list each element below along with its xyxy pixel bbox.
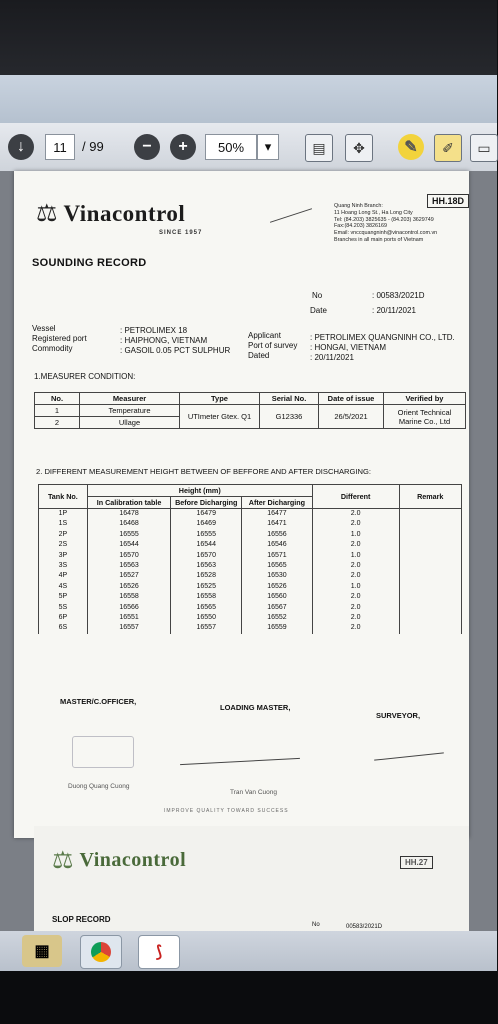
survey-port-label: Port of survey [248,341,298,350]
col-header: No. [35,393,80,405]
cell-measurer: Ullage [80,417,180,429]
col-header: Date of issue [319,393,384,405]
zoom-dropdown-button[interactable] [257,134,279,160]
cell-calibration: 16566 [87,603,171,613]
branch-line: Quang Ninh Branch: [334,203,383,209]
cell-different: 2.0 [312,592,399,602]
cell-different: 2.0 [312,519,399,529]
cell-remark [399,519,462,529]
vinacontrol-logo [36,199,185,228]
cell-before: 16563 [171,561,242,571]
zoom-out-icon[interactable]: − [134,134,160,160]
applicant-label: Applicant [248,331,281,340]
cell-calibration: 16526 [87,582,171,592]
col-header: In Calibration table [87,497,171,509]
pdf-toolbar [0,123,497,172]
date-value: : 20/11/2021 [372,306,416,315]
slogan: IMPROVE QUALITY TOWARD SUCCESS [164,808,289,814]
table-row [39,540,462,550]
cell-after: 16552 [242,613,313,623]
cell-after: 16560 [242,592,313,602]
cell-after: 16526 [242,582,313,592]
cell-remark [399,540,462,550]
col-header: After Dicharging [242,497,313,509]
cell-before: 16570 [171,551,242,561]
surveyor-signature [374,752,444,760]
cell-before: 16528 [171,571,242,581]
vessel-label: Vessel [32,324,56,333]
handwritten-note [270,208,312,223]
branch-line: Email: vnccquangninh@vinacontrol.com.vn [334,230,438,237]
section-height: 2. DIFFERENT MEASUREMENT HEIGHT BETWEEN OF BEFFORE AND AFTER DISCHARGING: [36,467,372,476]
taskbar [0,931,497,971]
cell-remark [399,623,462,633]
cell-different: 2.0 [312,603,399,613]
page-current: 11 [53,139,67,155]
cell-date-issue: 26/5/2021 [319,405,384,429]
cell-tank: 5P [39,592,88,602]
master-name: Duong Quang Cuong [68,783,130,790]
page-total: / 99 [82,139,104,154]
cell-remark [399,551,462,561]
monitor-bezel-top [0,0,497,75]
cell-measurer: Temperature [80,405,180,417]
applicant-value: : PETROLIMEX QUANGNINH CO., LTD. [310,333,455,342]
chrome-icon [91,942,111,962]
cell-tank: 4P [39,571,88,581]
cell-calibration: 16563 [87,561,171,571]
master-stamp [72,736,134,768]
cell-serial: G12336 [260,405,319,429]
table-row [39,613,462,623]
table-row [39,603,462,613]
cell-after: 16559 [242,623,313,633]
no-value: : 00583/2021D [372,291,425,300]
cell-remark [399,509,462,520]
cell-before: 16565 [171,603,242,613]
table-row [39,623,462,633]
survey-port-value: : HONGAI, VIETNAM [310,343,387,352]
cell-before: 16525 [171,582,242,592]
document-title: SOUNDING RECORD [32,257,147,269]
cell-after: 16571 [242,551,313,561]
col-header: Before Dicharging [171,497,242,509]
comment-icon[interactable]: ✎ [398,134,424,160]
chrome-app-icon[interactable] [80,935,122,969]
cell-after: 16530 [242,571,313,581]
cell-different: 1.0 [312,582,399,592]
cell-remark [399,561,462,571]
chevron-down-icon: ▾ [264,139,272,154]
cell-calibration: 16557 [87,623,171,633]
table-row [39,592,462,602]
cell-after: 16477 [242,509,313,520]
cell-remark [399,530,462,540]
loading-master-name: Tran Van Cuong [230,789,277,796]
pdf-page [14,171,469,838]
loading-master-signature [180,758,300,765]
col-header: Serial No. [260,393,319,405]
cell-after: 16556 [242,530,313,540]
cell-before: 16469 [171,519,242,529]
cell-calibration: 16551 [87,613,171,623]
table-row [39,561,462,571]
cell-tank: 1P [39,509,88,520]
next-page-icon[interactable]: ↓ [8,134,34,160]
cell-calibration: 16555 [87,530,171,540]
file-explorer-icon[interactable]: ▦ [22,935,62,967]
col-header: Measurer [80,393,180,405]
section-measurer: 1.MEASURER CONDITION: [34,372,136,381]
cell-verified: Orient Technical Marine Co., Ltd [384,405,466,429]
branch-line: Branches in all main ports of Vietnam [334,236,424,243]
cell-calibration: 16544 [87,540,171,550]
port-label: Registered port [32,334,87,343]
table-header-row [39,485,462,497]
branch-info [334,203,469,244]
cell-tank: 3S [39,561,88,571]
cell-remark [399,613,462,623]
monitor-bezel-bottom [0,971,497,1024]
cell-remark [399,571,462,581]
no-label: No [312,922,320,928]
cell-after: 16546 [242,540,313,550]
cell-before: 16550 [171,613,242,623]
col-header: Height (mm) [87,485,312,497]
measurer-table [34,392,466,429]
scales-icon: ⚖ [52,847,74,874]
cell-before: 16557 [171,623,242,633]
cell-tank: 2S [39,540,88,550]
fit-width-icon[interactable]: ✥ [345,134,373,162]
highlight-icon[interactable]: ✐ [434,134,462,162]
cell-different: 2.0 [312,571,399,581]
since-text: SINCE 1957 [159,230,203,236]
cell-remark [399,582,462,592]
col-header: Different [312,485,399,509]
cell-before: 16544 [171,540,242,550]
table-row [39,530,462,540]
form-code-badge: HH.18D [427,194,469,208]
cell-remark [399,603,462,613]
cell-calibration: 16527 [87,571,171,581]
cell-tank: 5S [39,603,88,613]
form-code-badge: HH.27 [400,856,433,869]
scales-icon: ⚖ [36,200,58,227]
document-title: SLOP RECORD [52,915,111,924]
table-header-row [35,393,466,405]
cell-tank: 4S [39,582,88,592]
cell-before: 16479 [171,509,242,520]
commodity-value: : GASOIL 0.05 PCT SULPHUR [120,346,231,355]
cell-different: 1.0 [312,551,399,561]
window-titlebar [0,75,497,123]
zoom-value: 50% [217,139,245,155]
cell-calibration: 16558 [87,592,171,602]
table-row [39,582,462,592]
cell-calibration: 16478 [87,509,171,520]
loading-master-label: LOADING MASTER, [220,703,291,712]
height-table [38,484,462,634]
cell-type: UTImeter Gtex. Q1 [180,405,260,429]
cell-after: 16471 [242,519,313,529]
page-number-input[interactable] [45,134,75,160]
no-label: No [312,291,323,300]
table-row [35,405,466,417]
branch-line: Fax:(84.203) 3826169 [334,223,388,230]
vinacontrol-logo [52,846,186,875]
master-label: MASTER/C.OFFICER, [60,697,137,706]
logo-text: Vinacontrol [79,849,187,871]
surveyor-label: SURVEYOR, [376,711,421,720]
col-header: Type [180,393,260,405]
branch-line: Tel: (84.203) 3825635 - (84.203) 3629749 [334,216,434,223]
acrobat-app-icon[interactable]: ⟆ [138,935,180,969]
zoom-in-icon[interactable]: + [170,134,196,160]
cell-after: 16565 [242,561,313,571]
table-row [39,571,462,581]
table-row [39,551,462,561]
branch-line: 11 Hoang Long St., Ha Long City [334,209,413,216]
height-table-body [39,509,462,634]
commodity-label: Commodity [32,344,73,353]
date-label: Date [310,306,327,315]
table-row [39,519,462,529]
cell-tank: 1S [39,519,88,529]
cell-different: 2.0 [312,561,399,571]
col-header: Remark [399,485,462,509]
cell-tank: 2P [39,530,88,540]
cell-different: 2.0 [312,613,399,623]
table-row [39,509,462,520]
logo-text: Vinacontrol [63,200,186,226]
no-value: 00583/2021D [346,924,383,930]
cell-after: 16567 [242,603,313,613]
zoom-level-select[interactable] [205,134,257,160]
cell-different: 2.0 [312,540,399,550]
dated-label: Dated [248,351,270,360]
fit-page-icon[interactable]: ▤ [305,134,333,162]
document-viewer[interactable] [0,171,497,931]
col-header: Verified by [384,393,466,405]
cell-different: 2.0 [312,509,399,520]
vessel-value: : PETROLIMEX 18 [120,326,188,335]
cell-different: 1.0 [312,530,399,540]
cell-remark [399,592,462,602]
dated-value: : 20/11/2021 [310,353,354,362]
cell-before: 16555 [171,530,242,540]
pdf-page-next [34,826,469,946]
cell-tank: 3P [39,551,88,561]
col-header: Tank No. [39,485,88,509]
cell-calibration: 16570 [87,551,171,561]
cell-tank: 6P [39,613,88,623]
more-tools-icon[interactable]: ▭ [470,134,498,162]
cell-no: 2 [35,417,80,429]
port-value: : HAIPHONG, VIETNAM [120,336,208,345]
cell-tank: 6S [39,623,88,633]
cell-no: 1 [35,405,80,417]
cell-different: 2.0 [312,623,399,633]
cell-before: 16558 [171,592,242,602]
cell-calibration: 16468 [87,519,171,529]
